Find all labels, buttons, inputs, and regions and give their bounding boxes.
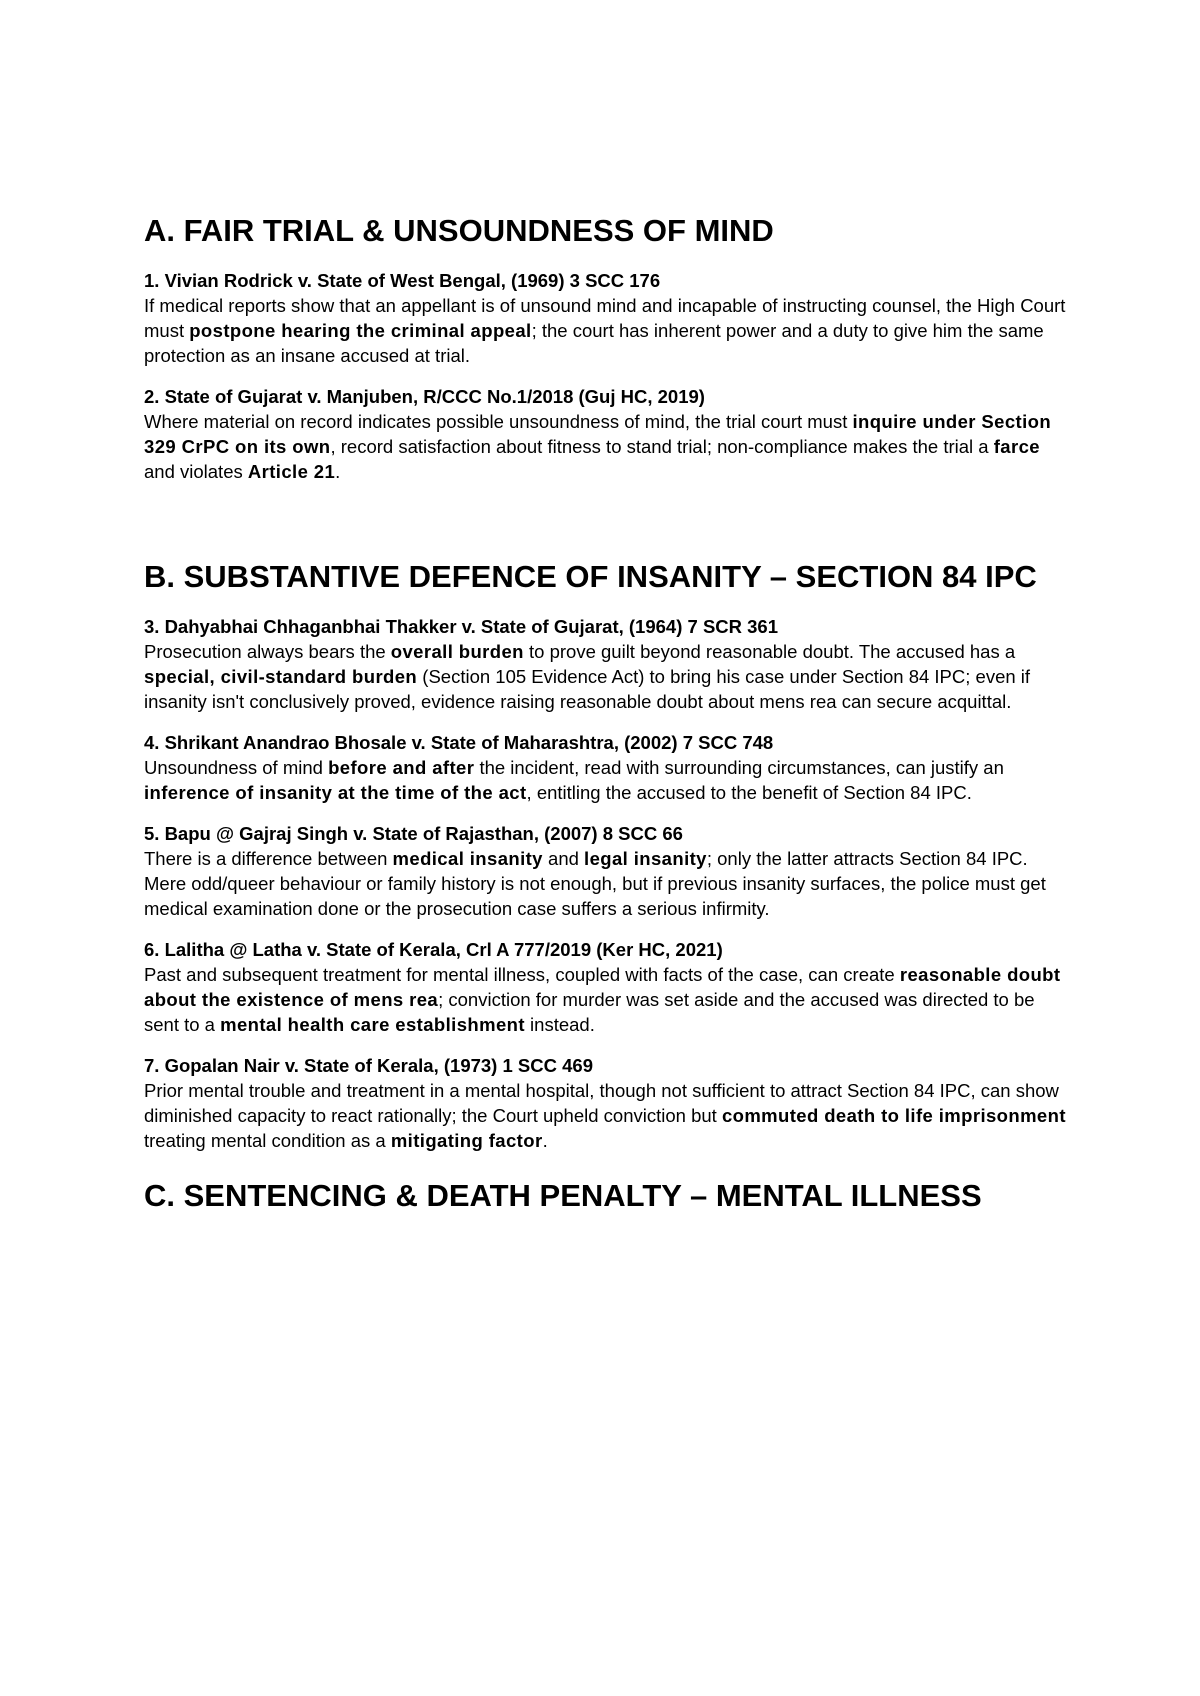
section-heading: A. FAIR TRIAL & UNSOUNDNESS OF MIND bbox=[144, 213, 774, 248]
body-text: There is a difference between bbox=[144, 848, 393, 869]
emphasis-text: before and after bbox=[328, 757, 475, 778]
body-text: and violates bbox=[144, 461, 248, 482]
emphasis-text: mitigating factor bbox=[390, 1130, 543, 1151]
body-text: ; conviction for murder was set aside and the accused was directed to be sent to a bbox=[144, 989, 1035, 1035]
section-c bbox=[144, 1175, 1074, 1217]
section-heading: C. SENTENCING & DEATH PENALTY – MENTAL ILLNESS bbox=[144, 1178, 982, 1213]
body-text: the incident, read with surrounding circumstances, can justify an bbox=[474, 757, 1004, 778]
body-text: (Section 105 Evidence Act) to bring his case under Section 84 IPC; even if insanity isn't conclusively proved, evidence raising reasonable doubt about mens rea can secure acquittal. bbox=[144, 666, 1031, 712]
case-body bbox=[144, 962, 1074, 1037]
case-entry bbox=[144, 384, 1074, 484]
emphasis-text: medical insanity bbox=[392, 848, 543, 869]
case-body bbox=[144, 639, 1074, 714]
case-entry bbox=[144, 730, 1074, 805]
emphasis-text: Article 21 bbox=[247, 461, 336, 482]
case-title: 4. Shrikant Anandrao Bhosale v. State of Maharashtra, (2002) 7 SCC 748 bbox=[144, 732, 774, 753]
case-entry bbox=[144, 1053, 1074, 1153]
body-text: Unsoundness of mind bbox=[144, 757, 329, 778]
case-body bbox=[144, 755, 1074, 805]
case-title: 7. Gopalan Nair v. State of Kerala, (1973) 1 SCC 469 bbox=[144, 1055, 593, 1076]
emphasis-text: reasonable doubt about the existence of mens rea bbox=[144, 964, 1061, 1010]
document-page bbox=[144, 210, 1074, 1217]
case-body bbox=[144, 409, 1074, 484]
case-entry bbox=[144, 614, 1074, 714]
emphasis-text: commuted death to life imprisonment bbox=[721, 1105, 1066, 1126]
body-text: Past and subsequent treatment for mental illness, coupled with facts of the case, can create bbox=[144, 964, 900, 985]
emphasis-text: inference of insanity at the time of the act bbox=[144, 782, 527, 803]
emphasis-text: farce bbox=[993, 436, 1040, 457]
body-text: Prosecution always bears the bbox=[144, 641, 391, 662]
emphasis-text: overall burden bbox=[390, 641, 524, 662]
body-text: and bbox=[542, 848, 585, 869]
case-body bbox=[144, 1078, 1074, 1153]
body-text: , record satisfaction about fitness to stand trial; non-compliance makes the trial a bbox=[330, 436, 994, 457]
emphasis-text: inquire under Section 329 CrPC on its own bbox=[144, 411, 1052, 457]
case-entry bbox=[144, 821, 1074, 921]
body-text: , entitling the accused to the benefit of Section 84 IPC. bbox=[526, 782, 972, 803]
case-body bbox=[144, 293, 1074, 368]
body-text: . bbox=[335, 461, 341, 482]
body-text: ; only the latter attracts Section 84 IPC. Mere odd/queer behaviour or family history is not enough, but if previous insanity surfaces, the police must get medical examination done or the prosecution case suffers a serious infirmity. bbox=[144, 848, 1046, 919]
body-text: treating mental condition as a bbox=[144, 1130, 391, 1151]
emphasis-text: special, civil-standard burden bbox=[144, 666, 418, 687]
case-entry bbox=[144, 268, 1074, 368]
case-title: 5. Bapu @ Gajraj Singh v. State of Rajasthan, (2007) 8 SCC 66 bbox=[144, 823, 683, 844]
section-b bbox=[144, 556, 1074, 1153]
case-body bbox=[144, 846, 1074, 921]
emphasis-text: postpone hearing the criminal appeal bbox=[189, 320, 532, 341]
case-title: 3. Dahyabhai Chhaganbhai Thakker v. State of Gujarat, (1964) 7 SCR 361 bbox=[144, 616, 779, 637]
body-text: Prior mental trouble and treatment in a mental hospital, though not sufficient to attract Section 84 IPC, can show diminished capacity to react rationally; the Court upheld conviction but bbox=[144, 1080, 1059, 1126]
body-text: to prove guilt beyond reasonable doubt. The accused has a bbox=[523, 641, 1016, 662]
case-title: 1. Vivian Rodrick v. State of West Bengal, (1969) 3 SCC 176 bbox=[144, 270, 661, 291]
body-text: . bbox=[542, 1130, 548, 1151]
emphasis-text: mental health care establishment bbox=[220, 1014, 525, 1035]
body-text: Where material on record indicates possible unsoundness of mind, the trial court must bbox=[144, 411, 853, 432]
case-entry bbox=[144, 937, 1074, 1037]
body-text: ; the court has inherent power and a duty to give him the same protection as an insane accused at trial. bbox=[144, 320, 1044, 366]
body-text: If medical reports show that an appellant is of unsound mind and incapable of instructing counsel, the High Court must bbox=[144, 295, 1066, 341]
emphasis-text: legal insanity bbox=[584, 848, 707, 869]
section-a bbox=[144, 210, 1074, 484]
case-title: 6. Lalitha @ Latha v. State of Kerala, Crl A 777/2019 (Ker HC, 2021) bbox=[144, 939, 723, 960]
section-heading: B. SUBSTANTIVE DEFENCE OF INSANITY – SECTION 84 IPC bbox=[144, 559, 1037, 594]
body-text: instead. bbox=[524, 1014, 595, 1035]
case-title: 2. State of Gujarat v. Manjuben, R/CCC No.1/2018 (Guj HC, 2019) bbox=[144, 386, 705, 407]
